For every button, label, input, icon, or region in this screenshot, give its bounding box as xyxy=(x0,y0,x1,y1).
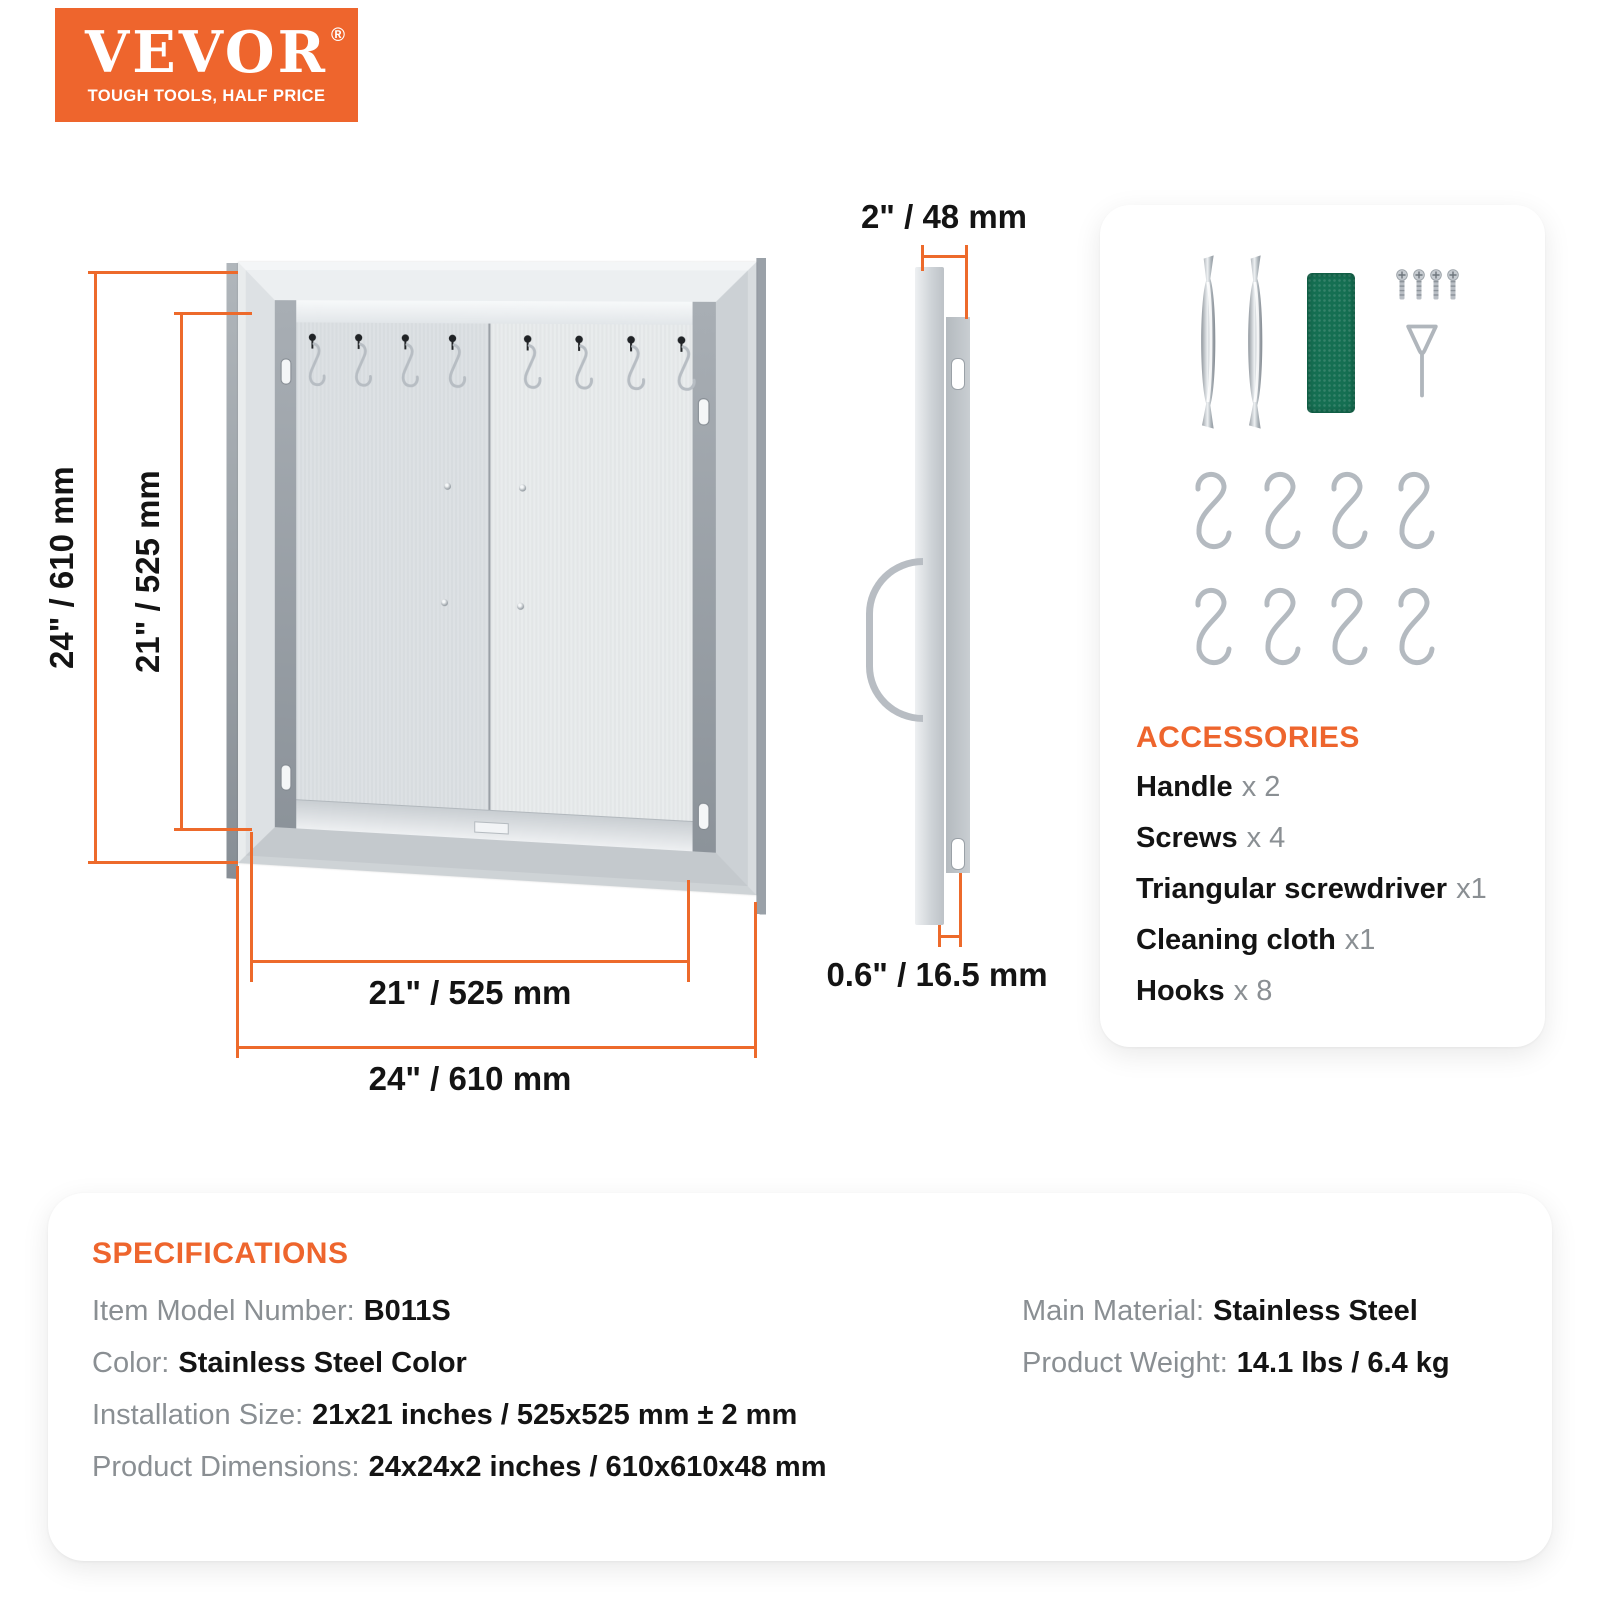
triangular-screwdriver-icon xyxy=(1399,317,1445,405)
dim-tick xyxy=(754,902,757,1058)
accessory-item xyxy=(1136,920,1375,960)
handle-icon xyxy=(1192,239,1222,445)
brand-tagline: TOUGH TOOLS, HALF PRICE xyxy=(87,87,326,105)
accessory-item xyxy=(1136,971,1272,1011)
dim-label-outer-height: 24" / 610 mm xyxy=(43,466,80,670)
screw-icon xyxy=(1394,269,1410,305)
accessory-item xyxy=(1136,767,1280,807)
spec-label: Color: xyxy=(92,1347,170,1379)
accessories-panel xyxy=(1100,205,1545,1047)
accessory-qty: x1 xyxy=(1456,873,1487,905)
screw-icon xyxy=(1411,269,1427,305)
spec-label: Item Model Number: xyxy=(92,1295,355,1327)
spec-row xyxy=(92,1343,467,1383)
dim-tick xyxy=(174,312,252,315)
dim-tick xyxy=(687,880,690,982)
specifications-panel xyxy=(48,1193,1552,1561)
door-right-wall xyxy=(756,258,766,915)
spec-label: Main Material: xyxy=(1022,1295,1205,1327)
accessory-qty: x 2 xyxy=(1241,771,1281,803)
dim-label-outer-width: 24" / 610 mm xyxy=(368,1060,572,1097)
handle-screw-hole xyxy=(444,483,451,490)
accessory-name: Screws xyxy=(1136,822,1238,854)
s-hook-icon xyxy=(514,334,542,398)
dim-tick xyxy=(236,866,239,1058)
dim-tick xyxy=(921,245,924,271)
mount-slot xyxy=(951,358,965,390)
dim-line-outer-width xyxy=(238,1046,757,1049)
brand-name: VEVOR xyxy=(85,19,328,86)
accessory-item xyxy=(1136,869,1487,909)
s-hook-icon xyxy=(617,335,645,400)
cleaning-cloth-icon xyxy=(1307,273,1355,413)
dim-tick xyxy=(250,832,253,982)
dim-label-inner-width: 21" / 525 mm xyxy=(368,974,572,1011)
specifications-heading: SPECIFICATIONS xyxy=(92,1237,349,1270)
mount-slot xyxy=(281,764,292,791)
spec-value: Stainless Steel xyxy=(1213,1295,1418,1327)
s-hook-icon xyxy=(1321,579,1373,679)
spec-value: 14.1 lbs / 6.4 kg xyxy=(1236,1347,1450,1379)
spec-value: B011S xyxy=(363,1295,451,1327)
dim-label-inner-height: 21" / 525 mm xyxy=(129,470,166,674)
s-hook-icon xyxy=(1254,463,1306,563)
dim-line-depth xyxy=(921,255,968,258)
spec-value: 24x24x2 inches / 610x610x48 mm xyxy=(368,1451,827,1483)
accessory-qty: x 4 xyxy=(1246,822,1286,854)
s-hook-icon xyxy=(299,332,325,395)
s-hook-icon xyxy=(345,333,372,396)
accessory-item xyxy=(1136,818,1285,858)
accessories-heading: ACCESSORIES xyxy=(1136,721,1360,754)
screw-icon xyxy=(1428,269,1444,305)
s-hook-icon xyxy=(565,334,593,398)
s-hook-icon xyxy=(1254,579,1306,679)
dim-tick xyxy=(938,925,941,947)
door-front-view xyxy=(238,262,748,863)
brand-logo xyxy=(55,8,358,122)
spec-value: 21x21 inches / 525x525 mm ± 2 mm xyxy=(312,1399,798,1431)
spec-row xyxy=(1022,1291,1418,1331)
registered-mark-icon: ® xyxy=(330,25,348,46)
s-hook-icon xyxy=(667,335,695,400)
handle-icon xyxy=(1239,239,1269,445)
side-handle xyxy=(866,558,923,722)
s-hook-icon xyxy=(439,333,466,397)
spec-value: Stainless Steel Color xyxy=(178,1347,467,1379)
door-recess xyxy=(275,300,716,853)
door-latch-plate xyxy=(474,821,509,834)
brand-wordmark xyxy=(85,19,348,86)
dim-tick xyxy=(965,245,968,319)
s-hook-icon xyxy=(392,333,419,396)
dim-label-depth: 2" / 48 mm xyxy=(860,198,1028,235)
dim-label-flange: 0.6" / 16.5 mm xyxy=(826,956,1048,993)
dim-line-outer-height xyxy=(94,273,97,863)
spec-row xyxy=(92,1395,797,1435)
accessory-qty: x 8 xyxy=(1233,975,1273,1007)
accessory-name: Hooks xyxy=(1136,975,1225,1007)
handle-screw-hole xyxy=(441,599,448,606)
dim-tick xyxy=(88,861,238,864)
dim-line-inner-height xyxy=(180,314,183,830)
mount-slot xyxy=(281,358,292,384)
handle-screw-hole xyxy=(519,484,526,491)
spec-label: Product Dimensions: xyxy=(92,1451,360,1483)
spec-label: Installation Size: xyxy=(92,1399,304,1431)
accessory-name: Triangular screwdriver xyxy=(1136,873,1448,905)
accessory-name: Handle xyxy=(1136,771,1233,803)
spec-label: Product Weight: xyxy=(1022,1347,1228,1379)
mount-slot xyxy=(698,398,710,425)
dim-line-inner-width xyxy=(252,960,690,963)
side-mount-flange xyxy=(946,317,970,873)
mount-slot xyxy=(951,838,965,870)
accessory-qty: x1 xyxy=(1344,924,1376,956)
accessory-name: Cleaning cloth xyxy=(1136,924,1336,956)
s-hook-icon xyxy=(1388,579,1440,679)
dim-tick xyxy=(959,873,962,947)
spec-row xyxy=(92,1447,826,1487)
door-outer-frame xyxy=(238,262,756,895)
door-left-wall xyxy=(226,263,238,879)
s-hook-icon xyxy=(1321,463,1373,563)
door-bevel-frame xyxy=(246,270,748,886)
s-hook-icon xyxy=(1185,579,1237,679)
handle-screw-hole xyxy=(517,603,524,610)
screw-icon xyxy=(1445,269,1461,305)
mount-slot xyxy=(698,802,710,830)
dim-tick xyxy=(88,271,238,274)
spec-row xyxy=(1022,1343,1450,1383)
s-hook-icon xyxy=(1185,463,1237,563)
s-hook-icon xyxy=(1388,463,1440,563)
spec-row xyxy=(92,1291,451,1331)
door-panel-gap xyxy=(488,324,490,811)
dim-tick xyxy=(174,828,252,831)
door-right-rail xyxy=(693,302,716,853)
